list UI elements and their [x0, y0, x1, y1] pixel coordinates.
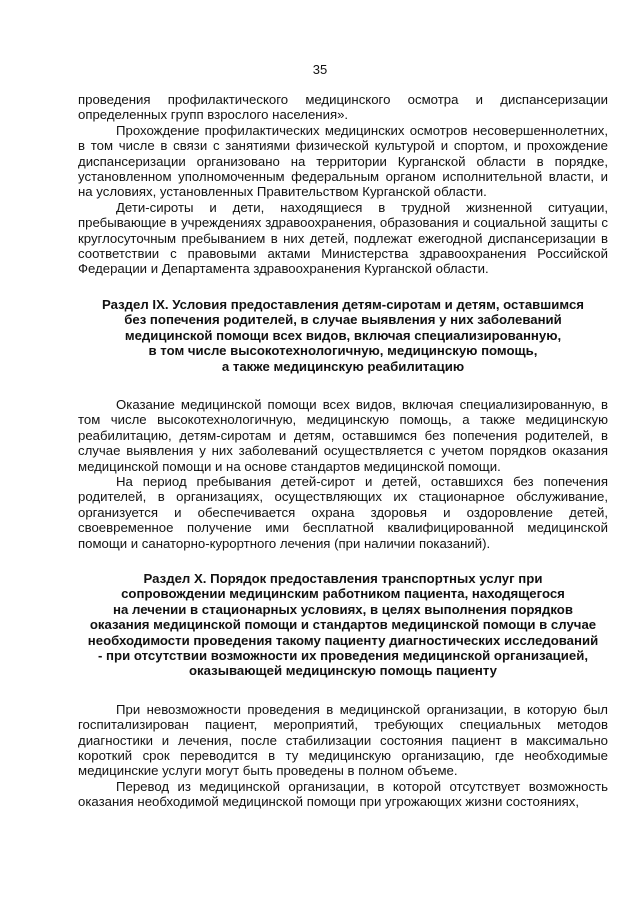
- section-9-heading: [78, 297, 608, 374]
- heading-line: Раздел X. Порядок предоставления транспортных услуг при: [143, 570, 543, 586]
- section-10-heading: [78, 571, 608, 679]
- heading-line: в том числе высокотехнологичную, медицинскую помощь,: [148, 343, 538, 359]
- paragraph: Прохождение профилактических медицинских осмотров несовершеннолетних, в том числе в связи с занятиями физической культурой и спортом, и прохождение диспансеризации организовано на территории Курганской области в порядке, установленном уполномоченным федеральным органом исполнительной власти, и на условиях, установленных Правительством Курганской области.: [78, 122, 608, 200]
- paragraph: проведения профилактического медицинского осмотра и диспансеризации определенных групп взрослого населения».: [78, 92, 608, 123]
- paragraph: Оказание медицинской помощи всех видов, включая специализированную, в том числе высокотехнологичную, медицинскую помощь, а также медицинскую реабилитацию, детям-сиротам и детям, оставшимся без попечения родителей, в случае выявления у них заболеваний осуществляется с учетом порядков оказания медицинской помощи и на основе стандартов медицинской помощи.: [78, 396, 608, 474]
- page-number: 35: [312, 62, 328, 77]
- heading-line: оказывающей медицинскую помощь пациенту: [189, 663, 497, 679]
- heading-line: - при отсутствии возможности их проведения медицинской организацией,: [98, 648, 588, 663]
- heading-line: Раздел IX. Условия предоставления детям-сиротам и детям, оставшимся: [101, 296, 584, 312]
- paragraph: Перевод из медицинской организации, в которой отсутствует возможность оказания необходимой медицинской помощи при угрожающих жизни состояниях,: [78, 778, 608, 810]
- paragraph: При невозможности проведения в медицинской организации, в которую был госпитализирован пациент, мероприятий, требующих специальных методов диагностики и лечения, после стабилизации состояния пациент в максимально короткий срок переводится в ту медицинскую организацию, где необходимые медицинские услуги могут быть проведены в полном объеме.: [78, 701, 608, 779]
- document-body: [78, 92, 608, 810]
- paragraph: На период пребывания детей-сирот и детей, оставшихся без попечения родителей, в организациях, осуществляющих их стационарное обслуживание, организуется и обеспечивается охрана здоровья и оздоровление детей, своевременное получение ими бесплатной квалифицированной медицинской помощи и санаторно-курортного лечения (при наличии показаний).: [78, 473, 608, 551]
- heading-line: без попечения родителей, в случае выявления у них заболеваний: [124, 312, 562, 328]
- heading-line: на лечении в стационарных условиях, в целях выполнения порядков: [113, 601, 573, 617]
- heading-line: оказания медицинской помощи и стандартов медицинской помощи в случае: [89, 617, 597, 633]
- heading-line: медицинской помощи всех видов, включая специализированную,: [124, 327, 562, 343]
- heading-line: сопровождении медицинским работником пациента, находящегося: [121, 586, 565, 602]
- heading-line: необходимости проведения такому пациенту диагностических исследований: [87, 632, 599, 648]
- paragraph: Дети-сироты и дети, находящиеся в трудной жизненной ситуации, пребывающие в учреждениях здравоохранения, образования и социальной защиты с круглосуточным пребыванием в них детей, подлежат ежегодной диспансеризации в соответствии с правовыми актами Министерства здравоохранения Российской Федерации и Департамента здравоохранения Курганской области.: [78, 199, 608, 277]
- heading-line: а также медицинскую реабилитацию: [221, 358, 465, 374]
